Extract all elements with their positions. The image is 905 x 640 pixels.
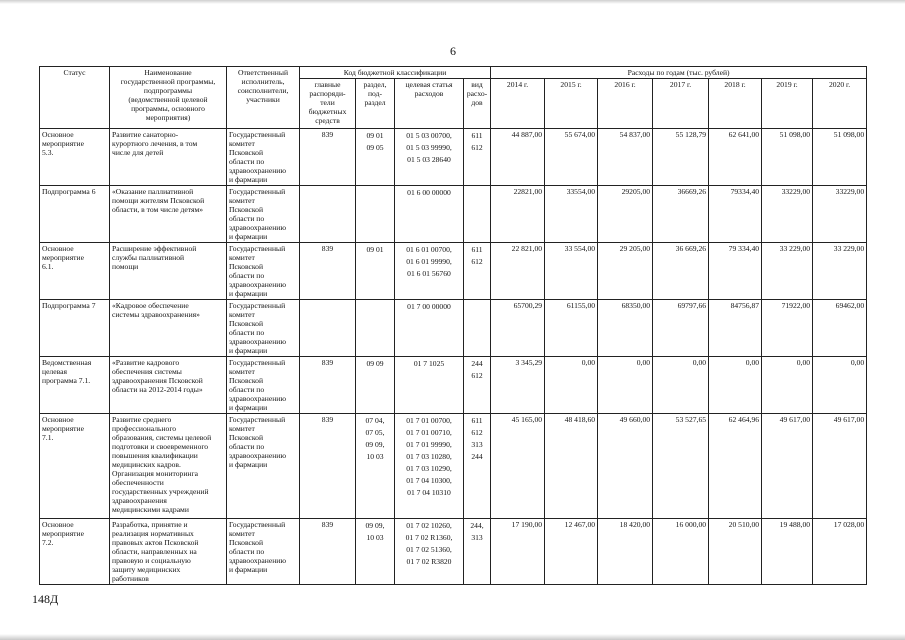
target-cell: 01 7 1025 — [395, 357, 464, 414]
target-cell: 01 7 01 00700, 01 7 01 00710, 01 7 01 99990, 01 7 03 10280, 01 7 03 10290, 01 7 04 10300, 01 7 04 10310 — [395, 414, 464, 519]
header-year: 2016 г. — [598, 79, 653, 129]
grbs-cell — [300, 186, 356, 243]
amount-cell: 69797,66 — [653, 300, 709, 357]
header-responsible: Ответственный исполнитель, соисполнители, участники — [227, 67, 300, 129]
amount-cell: 44 887,00 — [491, 129, 545, 186]
status-cell: Ведомственная целевая программа 7.1. — [40, 357, 110, 414]
section-cell: 09 09 — [356, 357, 395, 414]
amount-cell: 33554,00 — [545, 186, 598, 243]
amount-cell: 17 028,00 — [813, 519, 867, 585]
table-row — [40, 243, 867, 300]
amount-cell: 18 420,00 — [598, 519, 653, 585]
amount-cell: 49 617,00 — [762, 414, 813, 519]
target-cell: 01 6 01 00700, 01 6 01 99990, 01 6 01 56760 — [395, 243, 464, 300]
amount-cell: 55 674,00 — [545, 129, 598, 186]
status-cell: Основное мероприятие 5.3. — [40, 129, 110, 186]
amount-cell: 0,00 — [653, 357, 709, 414]
amount-cell: 79334,40 — [709, 186, 762, 243]
amount-cell: 29205,00 — [598, 186, 653, 243]
amount-cell: 48 418,60 — [545, 414, 598, 519]
name-cell: «Кадровое обеспечение системы здравоохранения» — [110, 300, 227, 357]
section-cell: 09 01 09 05 — [356, 129, 395, 186]
amount-cell: 36 669,26 — [653, 243, 709, 300]
responsible-cell: Государственный комитет Псковской области по здравоохранению и фармации — [227, 186, 300, 243]
amount-cell: 65700,29 — [491, 300, 545, 357]
status-cell: Основное мероприятие 6.1. — [40, 243, 110, 300]
responsible-cell: Государственный комитет Псковской области по здравоохранению и фармации — [227, 519, 300, 585]
amount-cell: 29 205,00 — [598, 243, 653, 300]
amount-cell: 53 527,65 — [653, 414, 709, 519]
header-grbs: главные распоряди- тели бюджетных средств — [300, 79, 356, 129]
budget-table — [39, 66, 867, 585]
amount-cell: 54 837,00 — [598, 129, 653, 186]
grbs-cell: 839 — [300, 129, 356, 186]
section-cell — [356, 186, 395, 243]
table-row — [40, 300, 867, 357]
target-cell: 01 7 02 10260, 01 7 02 R1360, 01 7 02 51360, 01 7 02 R3820 — [395, 519, 464, 585]
section-cell — [356, 300, 395, 357]
amount-cell: 49 617,00 — [813, 414, 867, 519]
responsible-cell: Государственный комитет Псковской области по здравоохранению и фармации — [227, 300, 300, 357]
amount-cell: 0,00 — [709, 357, 762, 414]
name-cell: «Развитие кадрового обеспечения системы здравоохранения Псковской области на 2012-2014 годы» — [110, 357, 227, 414]
table-row — [40, 519, 867, 585]
expense-type-cell: 611 612 — [464, 243, 491, 300]
responsible-cell: Государственный комитет Псковской области по здравоохранению и фармации — [227, 414, 300, 519]
amount-cell: 0,00 — [598, 357, 653, 414]
amount-cell: 61155,00 — [545, 300, 598, 357]
grbs-cell: 839 — [300, 519, 356, 585]
grbs-cell: 839 — [300, 243, 356, 300]
amount-cell: 20 510,00 — [709, 519, 762, 585]
scan-edge-bottom — [0, 634, 905, 640]
amount-cell: 22821,00 — [491, 186, 545, 243]
header-year: 2015 г. — [545, 79, 598, 129]
expense-type-cell: 244 612 — [464, 357, 491, 414]
amount-cell: 3 345,29 — [491, 357, 545, 414]
section-cell: 09 01 — [356, 243, 395, 300]
responsible-cell: Государственный комитет Псковской области по здравоохранению и фармации — [227, 129, 300, 186]
header-budget-code: Код бюджетной классификации — [300, 67, 491, 79]
amount-cell: 0,00 — [813, 357, 867, 414]
amount-cell: 17 190,00 — [491, 519, 545, 585]
amount-cell: 68350,00 — [598, 300, 653, 357]
amount-cell: 19 488,00 — [762, 519, 813, 585]
target-cell: 01 5 03 00700, 01 5 03 99990, 01 5 03 28640 — [395, 129, 464, 186]
header-status: Статус — [40, 67, 110, 129]
amount-cell: 33 229,00 — [813, 243, 867, 300]
header-year: 2020 г. — [813, 79, 867, 129]
name-cell: Развитие среднего профессионального образования, системы целевой подготовки и своевременного повышения квалификации медицинских кадров. Организация мониторинга обеспеченности государственных учреждений здравоохранения медицинскими кадрами — [110, 414, 227, 519]
scan-edge-top — [0, 0, 905, 4]
header-expenses: Расходы по годам (тыс. рублей) — [491, 67, 867, 79]
header-year: 2019 г. — [762, 79, 813, 129]
amount-cell: 36669,26 — [653, 186, 709, 243]
section-cell: 07 04, 07 05, 09 09, 10 03 — [356, 414, 395, 519]
amount-cell: 62 641,00 — [709, 129, 762, 186]
amount-cell: 0,00 — [762, 357, 813, 414]
amount-cell: 33 229,00 — [762, 243, 813, 300]
amount-cell: 84756,87 — [709, 300, 762, 357]
status-cell: Основное мероприятие 7.1. — [40, 414, 110, 519]
amount-cell: 22 821,00 — [491, 243, 545, 300]
grbs-cell: 839 — [300, 357, 356, 414]
status-cell: Подпрограмма 7 — [40, 300, 110, 357]
grbs-cell — [300, 300, 356, 357]
expense-type-cell — [464, 300, 491, 357]
page-number: 6 — [450, 44, 456, 58]
target-cell: 01 7 00 00000 — [395, 300, 464, 357]
amount-cell: 33229,00 — [813, 186, 867, 243]
amount-cell: 51 098,00 — [813, 129, 867, 186]
header-section: раздел, под- раздел — [356, 79, 395, 129]
table-row — [40, 129, 867, 186]
expense-type-cell: 611 612 313 244 — [464, 414, 491, 519]
responsible-cell: Государственный комитет Псковской области по здравоохранению и фармации — [227, 243, 300, 300]
table-row — [40, 414, 867, 519]
header-expense-type: вид расхо- дов — [464, 79, 491, 129]
expense-type-cell — [464, 186, 491, 243]
name-cell: Разработка, принятие и реализация нормативных правовых актов Псковской области, направленных на правовую и социальную защиту медицинских работников — [110, 519, 227, 585]
header-target: целевая статья расходов — [395, 79, 464, 129]
amount-cell: 71922,00 — [762, 300, 813, 357]
section-cell: 09 09, 10 03 — [356, 519, 395, 585]
amount-cell: 79 334,40 — [709, 243, 762, 300]
header-year: 2018 г. — [709, 79, 762, 129]
amount-cell: 45 165,00 — [491, 414, 545, 519]
expense-type-cell: 244, 313 — [464, 519, 491, 585]
amount-cell: 12 467,00 — [545, 519, 598, 585]
grbs-cell: 839 — [300, 414, 356, 519]
table-row — [40, 186, 867, 243]
name-cell: Расширение эффективной службы паллиативной помощи — [110, 243, 227, 300]
amount-cell: 55 128,79 — [653, 129, 709, 186]
status-cell: Подпрограмма 6 — [40, 186, 110, 243]
table-row — [40, 357, 867, 414]
name-cell: Развитие санаторно- курортного лечения, в том числе для детей — [110, 129, 227, 186]
amount-cell: 33229,00 — [762, 186, 813, 243]
header-year: 2014 г. — [491, 79, 545, 129]
amount-cell: 51 098,00 — [762, 129, 813, 186]
name-cell: «Оказание паллиативной помощи жителям Псковской области, в том числе детям» — [110, 186, 227, 243]
page-code: 148Д — [32, 592, 59, 606]
amount-cell: 62 464,96 — [709, 414, 762, 519]
amount-cell: 33 554,00 — [545, 243, 598, 300]
target-cell: 01 6 00 00000 — [395, 186, 464, 243]
status-cell: Основное мероприятие 7.2. — [40, 519, 110, 585]
header-row — [40, 67, 867, 79]
amount-cell: 69462,00 — [813, 300, 867, 357]
header-name: Наименование государственной программы, подпрограммы (ведомственной целевой программы, основного мероприятия) — [110, 67, 227, 129]
header-year: 2017 г. — [653, 79, 709, 129]
amount-cell: 0,00 — [545, 357, 598, 414]
expense-type-cell: 611 612 — [464, 129, 491, 186]
responsible-cell: Государственный комитет Псковской области по здравоохранению и фармации — [227, 357, 300, 414]
amount-cell: 49 660,00 — [598, 414, 653, 519]
amount-cell: 16 000,00 — [653, 519, 709, 585]
